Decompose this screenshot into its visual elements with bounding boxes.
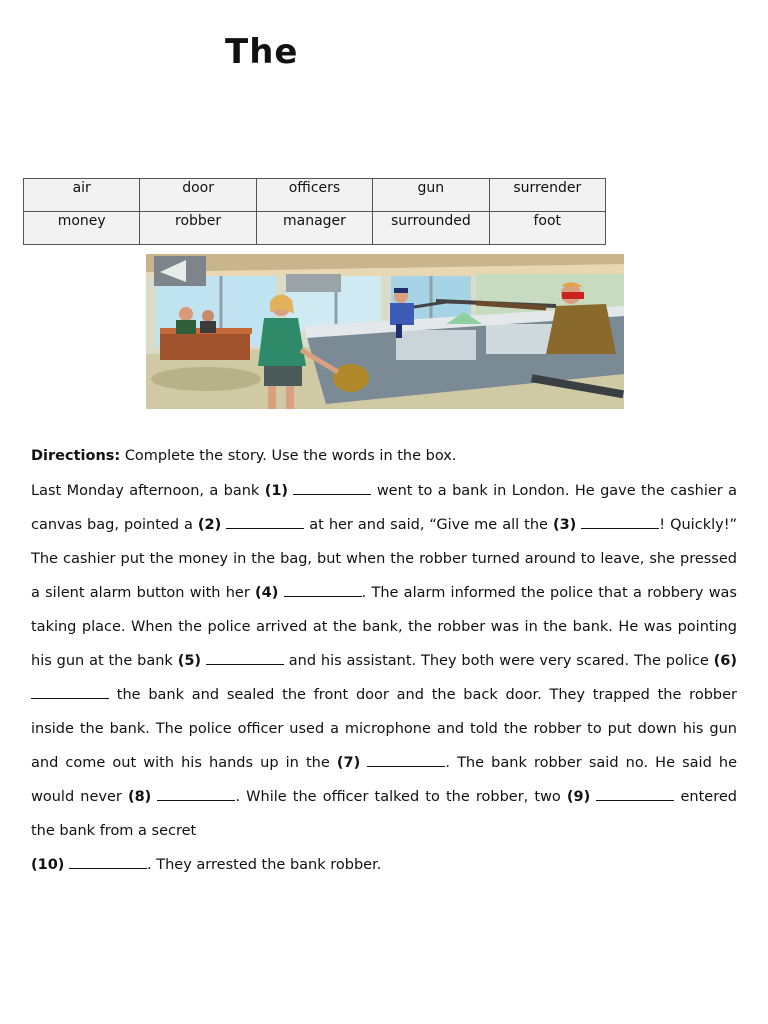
- blank-number: (6): [713, 653, 738, 669]
- directions: [31, 448, 456, 464]
- blank-number: (5): [177, 653, 202, 669]
- page-title: The: [225, 32, 299, 72]
- bank-robbery-illustration: [146, 254, 624, 409]
- word-cell: foot: [489, 212, 605, 245]
- story-text: and his assistant. They both were very scared. The police: [283, 653, 714, 669]
- blank-number: (10): [31, 857, 65, 873]
- directions-label: Directions:: [31, 448, 121, 464]
- word-box-table: [23, 178, 606, 245]
- blank-number: (2): [197, 517, 222, 533]
- story-text: ! Quickly!” The cashier put the money in the bag, but when the robber turned around to leave, she pressed a silent alarm button with her: [31, 517, 738, 601]
- blank-number: (3): [552, 517, 577, 533]
- answer-blank[interactable]: [284, 584, 362, 597]
- word-cell: gun: [373, 179, 489, 212]
- answer-blank[interactable]: [226, 516, 304, 529]
- table-row: [24, 212, 606, 245]
- answer-blank[interactable]: [31, 686, 109, 699]
- blank-number: (7): [336, 755, 361, 771]
- word-cell: officers: [256, 179, 372, 212]
- story-text: . While the officer talked to the robber, two: [235, 789, 567, 805]
- story-text: Last Monday afternoon, a bank: [31, 483, 265, 499]
- answer-blank[interactable]: [596, 788, 674, 801]
- blank-number: (9): [566, 789, 591, 805]
- answer-blank[interactable]: [581, 516, 659, 529]
- word-cell: surrounded: [373, 212, 489, 245]
- answer-blank[interactable]: [206, 652, 284, 665]
- word-cell: door: [140, 179, 256, 212]
- answer-blank[interactable]: [69, 856, 147, 869]
- answer-blank[interactable]: [293, 482, 371, 495]
- blank-number: (8): [127, 789, 152, 805]
- word-cell: air: [24, 179, 140, 212]
- story-text: entered the bank from a secret: [31, 789, 737, 839]
- blank-number: (1): [264, 483, 289, 499]
- story-text: went to a bank in London. He gave the cashier a canvas bag, pointed a: [31, 483, 738, 533]
- story-text: the bank and sealed the front door and the back door. They trapped the robber inside the bank. The police officer used a microphone and told the robber to put down his gun and come out with his hands up in the: [31, 687, 737, 771]
- story-text: . They arrested the bank robber.: [147, 857, 382, 873]
- story-text: . The alarm informed the police that a robbery was taking place. When the police arrived at the bank, the robber was in the bank. He was pointing his gun at the bank: [31, 585, 737, 669]
- word-cell: manager: [256, 212, 372, 245]
- blank-number: (4): [255, 585, 279, 601]
- story-text: at her and said, “Give me all the: [304, 517, 553, 533]
- story-text: . The bank robber said no. He said he would never: [31, 755, 738, 805]
- word-cell: money: [24, 212, 140, 245]
- word-cell: robber: [140, 212, 256, 245]
- directions-text: Complete the story. Use the words in the box.: [124, 448, 457, 464]
- answer-blank[interactable]: [157, 788, 235, 801]
- story-paragraph: [31, 474, 737, 882]
- word-cell: surrender: [489, 179, 605, 212]
- table-row: [24, 179, 606, 212]
- answer-blank[interactable]: [367, 754, 445, 767]
